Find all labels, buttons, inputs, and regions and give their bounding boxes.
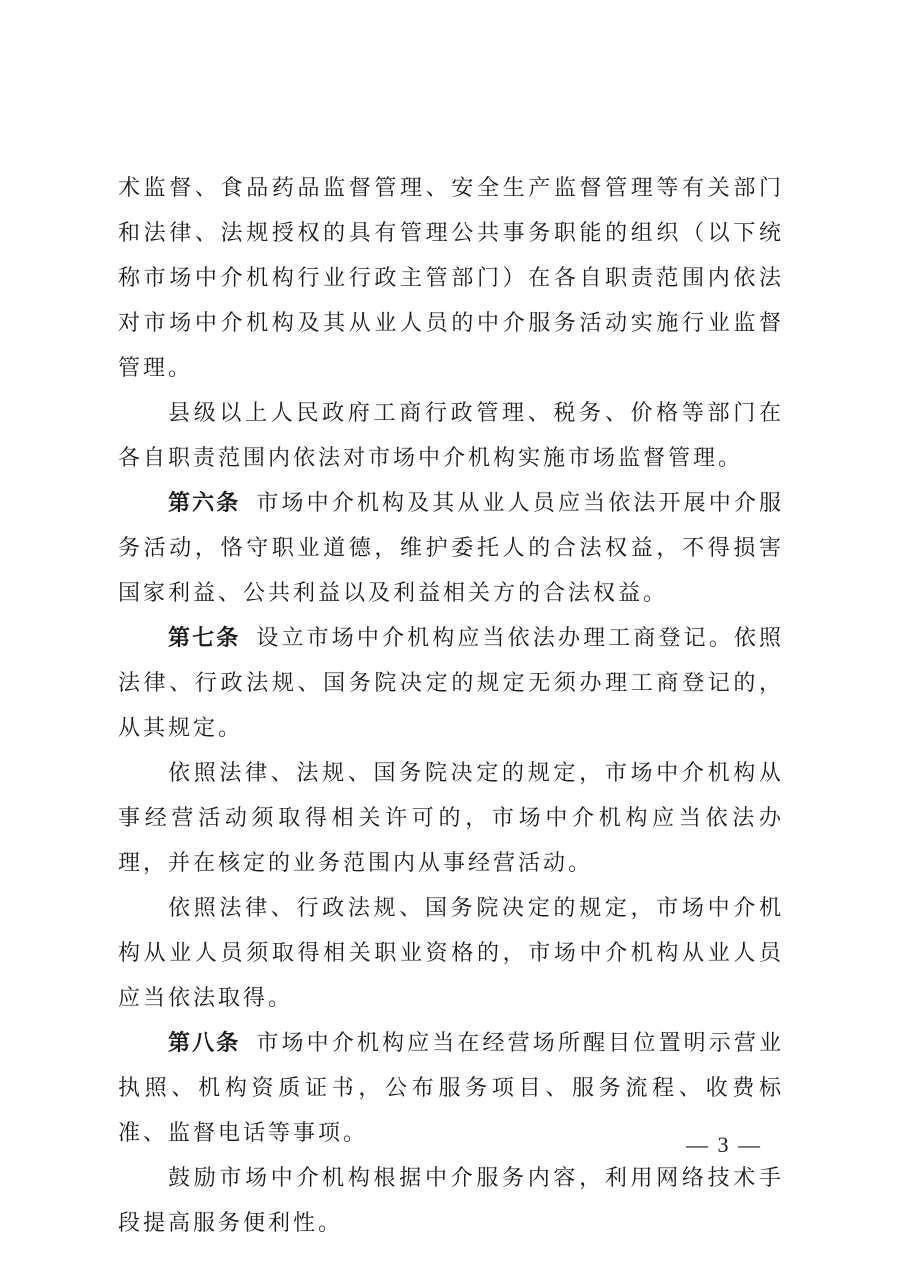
paragraph-text: 依照法律、行政法规、国务院决定的规定，市场中介机构从业人员须取得相关职业资格的，市场中介机构从业人员应当依法取得。 (118, 896, 784, 1011)
paragraph-text: 依照法律、法规、国务院决定的规定，市场中介机构从事经营活动须取得相关许可的，市场中介机构应当依法办理，并在核定的业务范围内从事经营活动。 (118, 761, 784, 876)
paragraph (118, 886, 784, 1021)
article-number: 第六条 (168, 491, 241, 516)
paragraph-text: 鼓励市场中介机构根据中介服务内容，利用网络技术手段提高服务便利性。 (118, 1166, 784, 1236)
article-8 (118, 1021, 784, 1156)
paragraph-continued (118, 166, 784, 391)
paragraph-text: 市场中介机构应当在经营场所醒目位置明示营业执照、机构资质证书，公布服务项目、服务流程、收费标准、监督电话等事项。 (118, 1031, 784, 1146)
body-text (118, 166, 784, 1246)
article-number: 第七条 (168, 626, 241, 651)
paragraph-text: 县级以上人民政府工商行政管理、税务、价格等部门在各自职责范围内依法对市场中介机构实施市场监督管理。 (118, 401, 784, 471)
paragraph-text: 市场中介机构及其从业人员应当依法开展中介服务活动，恪守职业道德，维护委托人的合法权益，不得损害国家利益、公共利益以及利益相关方的合法权益。 (118, 491, 784, 606)
paragraph (118, 751, 784, 886)
paragraph-text: 术监督、食品药品监督管理、安全生产监督管理等有关部门和法律、法规授权的具有管理公共事务职能的组织（以下统称市场中介机构行业行政主管部门）在各自职责范围内依法对市场中介机构及其从业人员的中介服务活动实施行业监督管理。 (118, 176, 784, 381)
paragraph (118, 391, 784, 481)
article-7 (118, 616, 784, 751)
article-6 (118, 481, 784, 616)
page-number: — 3 — (686, 1132, 762, 1157)
article-number: 第八条 (168, 1031, 241, 1056)
paragraph-text: 设立市场中介机构应当依法办理工商登记。依照法律、行政法规、国务院决定的规定无须办理工商登记的，从其规定。 (118, 626, 784, 741)
paragraph (118, 1156, 784, 1246)
